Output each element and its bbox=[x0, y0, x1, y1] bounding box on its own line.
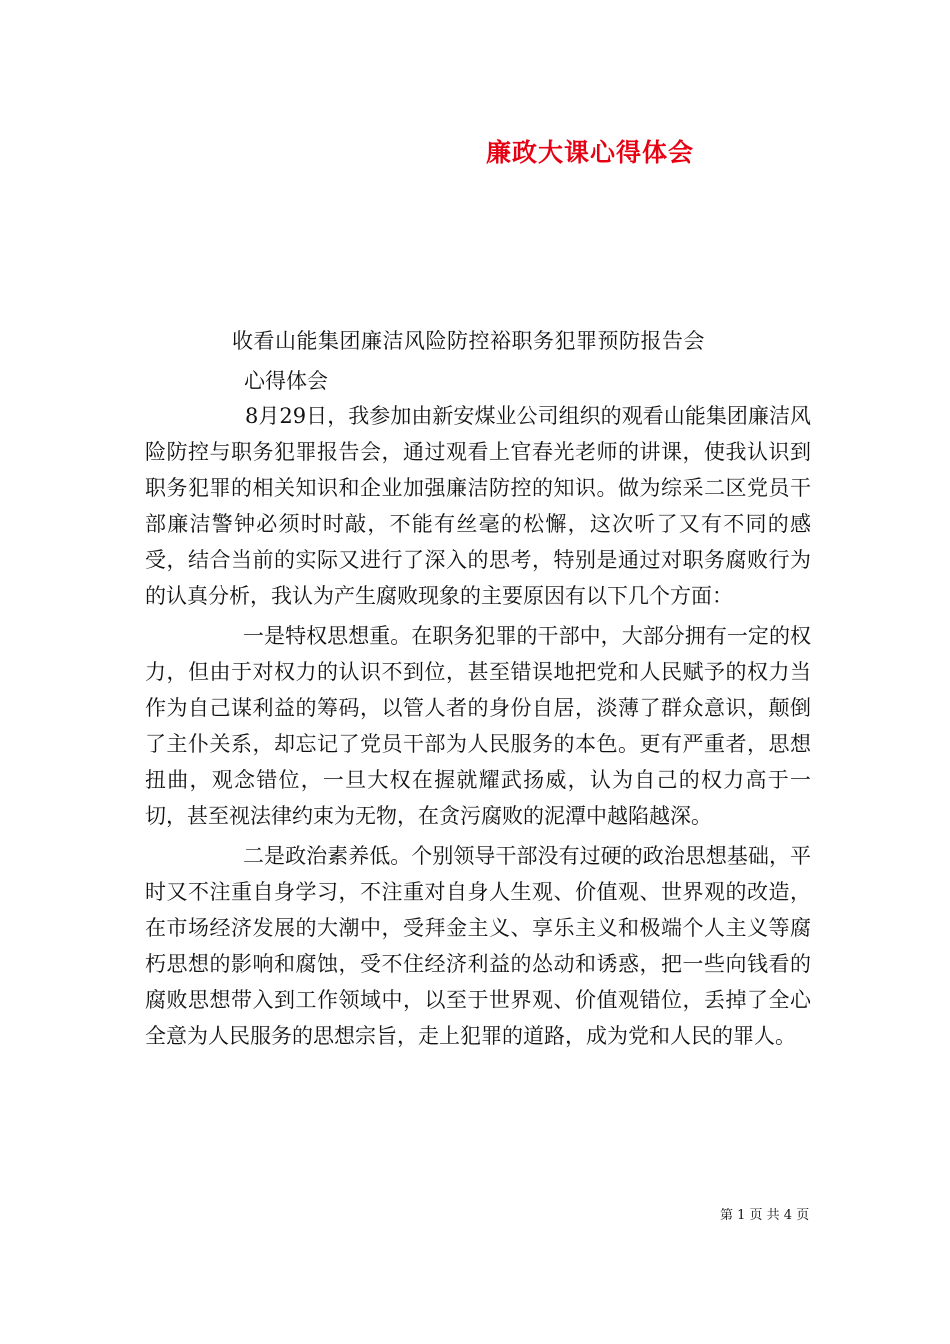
document-body bbox=[145, 398, 811, 1056]
paragraph-privilege: 一是特权思想重。在职务犯罪的干部中，大部分拥有一定的权力，但由于对权力的认识不到位，甚至错误地把党和人民赋予的权力当作为自己谋利益的筹码，以管人者的身份自居，淡薄了群众意识，颠倒了主仆关系，却忘记了党员干部为人民服务的本色。更有严重者，思想扭曲，观念错位，一旦大权在握就耀武扬威，认为自己的权力高于一切，甚至视法律约束为无物，在贪污腐败的泥潭中越陷越深。 bbox=[145, 624, 811, 828]
subtitle-line-1: 收看山能集团廉洁风险防控裕职务犯罪预防报告会 bbox=[232, 329, 705, 353]
page-number: 第 1 页 共 4 页 bbox=[720, 1208, 810, 1223]
paragraph-political: 二是政治素养低。个别领导干部没有过硬的政治思想基础，平时又不注重自身学习，不注重对自身人生观、价值观、世界观的改造，在市场经济发展的大潮中，受拜金主义、享乐主义和极端个人主义等腐朽思想的影响和腐蚀，受不住经济利益的怂动和诱惑，把一些向钱看的腐败思想带入到工作领域中，以至于世界观、价值观错位，丢掉了全心全意为人民服务的思想宗旨，走上犯罪的道路，成为党和人民的罪人。 bbox=[145, 844, 811, 1048]
document-title: 廉政大课心得体会 bbox=[485, 138, 694, 167]
subtitle-line-2: 心得体会 bbox=[244, 369, 328, 393]
paragraph-intro: 8月29日，我参加由新安煤业公司组织的观看山能集团廉洁风险防控与职务犯罪报告会，通过观看上官春光老师的讲课，使我认识到职务犯罪的相关知识和企业加强廉洁防控的知识。做为综采二区党员干部廉洁警钟必须时时敲，不能有丝毫的松懈，这次听了又有不同的感受，结合当前的实际又进行了深入的思考，特别是通过对职务腐败行为的认真分析，我认为产生腐败现象的主要原因有以下几个方面： bbox=[145, 404, 811, 608]
